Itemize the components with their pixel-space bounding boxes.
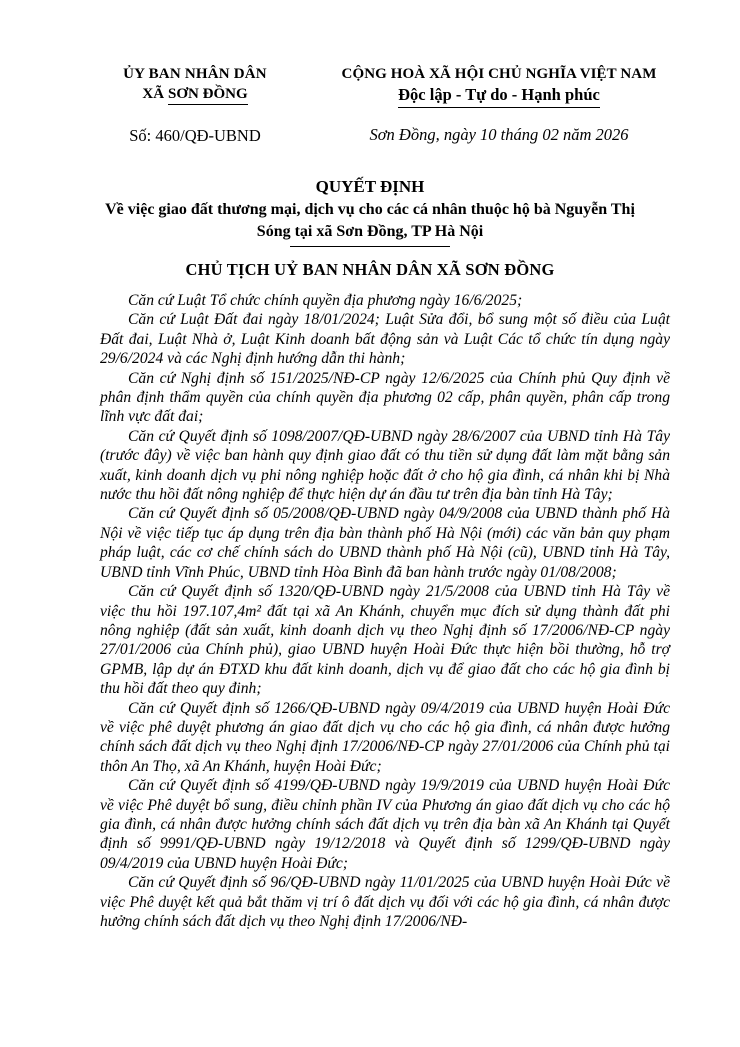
issuing-authority-block [86,64,304,146]
legal-basis-paragraph-4: Căn cứ Quyết định số 1098/2007/QĐ-UBND ngày 28/6/2007 của UBND tỉnh Hà Tây (trước đây) về việc ban hành quy định giao đất có thu tiền sử dụng đất làm mặt bằng sản xuất, kinh doanh dịch vụ phi nông nghiệp hoặc đất ở cho hộ gia đình, cá nhân khi bị Nhà nước thu hồi đất nông nghiệp để thực hiện dự án đầu tư trên địa bàn tỉnh Hà Tây; [100,427,670,504]
legal-basis-section [100,291,670,931]
decision-heading: QUYẾT ĐỊNH [315,177,425,196]
legal-basis-paragraph-9: Căn cứ Quyết định số 96/QĐ-UBND ngày 11/01/2025 của UBND huyện Hoài Đức về việc Phê duyệt kết quả bắt thăm vị trí ô đất dịch vụ đối với các hộ gia đình, cá nhân được hưởng chính sách đất dịch vụ theo Nghị định 17/2006/NĐ- [100,874,670,930]
legal-basis-paragraph-5: Căn cứ Quyết định số 05/2008/QĐ-UBND ngày 04/9/2008 của UBND thành phố Hà Nội về việc tiếp tục áp dụng trên địa bàn thành phố Hà Nội (mới) các văn bản quy phạm pháp luật, các cơ chế chính sách do UBND thành phố Hà Nội (cũ), UBND tỉnh Hà Tây, UBND tỉnh Vĩnh Phúc, UBND tỉnh Hòa Bình đã ban hành trước ngày 01/08/2008; [100,505,670,581]
decision-authority: CHỦ TỊCH UỶ BAN NHÂN DÂN XÃ SƠN ĐỒNG [185,260,555,279]
place-date-line: Sơn Đồng, ngày 10 tháng 02 năm 2026 [369,125,629,144]
legal-basis-paragraph-7: Căn cứ Quyết định số 1266/QĐ-UBND ngày 09/4/2019 của UBND huyện Hoài Đức về việc phê duyệt phương án giao đất dịch vụ cho các hộ gia đình, cá nhân được hưởng chính sách đất dịch vụ theo Nghị định 17/2006/NĐ-CP ngày 27/01/2006 của Chính phủ tại thôn An Thọ, xã An Khánh, huyện Hoài Đức; [100,699,670,775]
commune-prefix: XÃ [142,86,165,102]
decision-title-block [0,176,740,280]
legal-basis-paragraph-8: Căn cứ Quyết định số 4199/QĐ-UBND ngày 19/9/2019 của UBND huyện Hoài Đức về việc Phê duyệt bổ sung, điều chỉnh phần IV của Phương án giao đất dịch vụ cho các hộ gia đình, cá nhân được hưởng chính sách đất dịch vụ trên địa bàn xã An Khánh tại Quyết định số 9991/QĐ-UBND ngày 19/12/2018 và Quyết định số 1299/QĐ-UBND ngày 09/4/2019 của UBND huyện Hoài Đức; [100,777,670,872]
legal-basis-paragraph-3: Căn cứ Nghị định số 151/2025/NĐ-CP ngày 12/6/2025 của Chính phủ Quy định về phân định thẩm quyền của chính quyền địa phương 02 cấp, phân quyền, phân cấp trong lĩnh vực đất đai; [100,369,670,426]
title-divider [290,246,450,247]
national-motto-block [324,64,674,146]
national-motto: Độc lập - Tự do - Hạnh phúc [398,85,600,108]
legal-basis-paragraph-6: Căn cứ Quyết định số 1320/QĐ-UBND ngày 21/5/2008 của UBND tỉnh Hà Tây về việc thu hồi 197.107,4m² đất tại xã An Khánh, chuyển mục đích sử dụng thành đất phi nông nghiệp (đất sản xuất, kinh doanh dịch vụ theo Nghị định số 17/2006/NĐ-CP ngày 27/01/2006 của Chính phủ), giao UBND huyện Hoài Đức thực hiện bồi thường, hỗ trợ GPMB, lập dự án ĐTXD khu đất kinh doanh, dịch vụ để giao đất cho các hộ gia đình bị thu hồi đất theo quy đinh; [100,583,670,698]
issuing-authority-name: ỦY BAN NHÂN DÂN [123,66,267,82]
issuing-commune-line [86,84,304,104]
commune-name-underlined: SƠN ĐỒNG [168,86,248,105]
document-header [0,0,740,146]
decision-subject: Về việc giao đất thương mại, dịch vụ cho các cá nhân thuộc hộ bà Nguyễn Thị Sóng tại xã Sơn Đồng, TP Hà Nội [105,201,635,240]
legal-basis-paragraph-2: Căn cứ Luật Đất đai ngày 18/01/2024; Luật Sửa đổi, bổ sung một số điều của Luật Đất đai, Luật Nhà ở, Luật Kinh doanh bất động sản và Luật Các tổ chức tín dụng ngày 29/6/2024 và các Nghị định hướng dẫn thi hành; [100,311,670,368]
national-name: CỘNG HOÀ XÃ HỘI CHỦ NGHĨA VIỆT NAM [341,66,657,82]
legal-basis-paragraph-1: Căn cứ Luật Tổ chức chính quyền địa phương ngày 16/6/2025; [128,292,523,309]
document-number: Số: 460/QĐ-UBND [129,126,261,145]
